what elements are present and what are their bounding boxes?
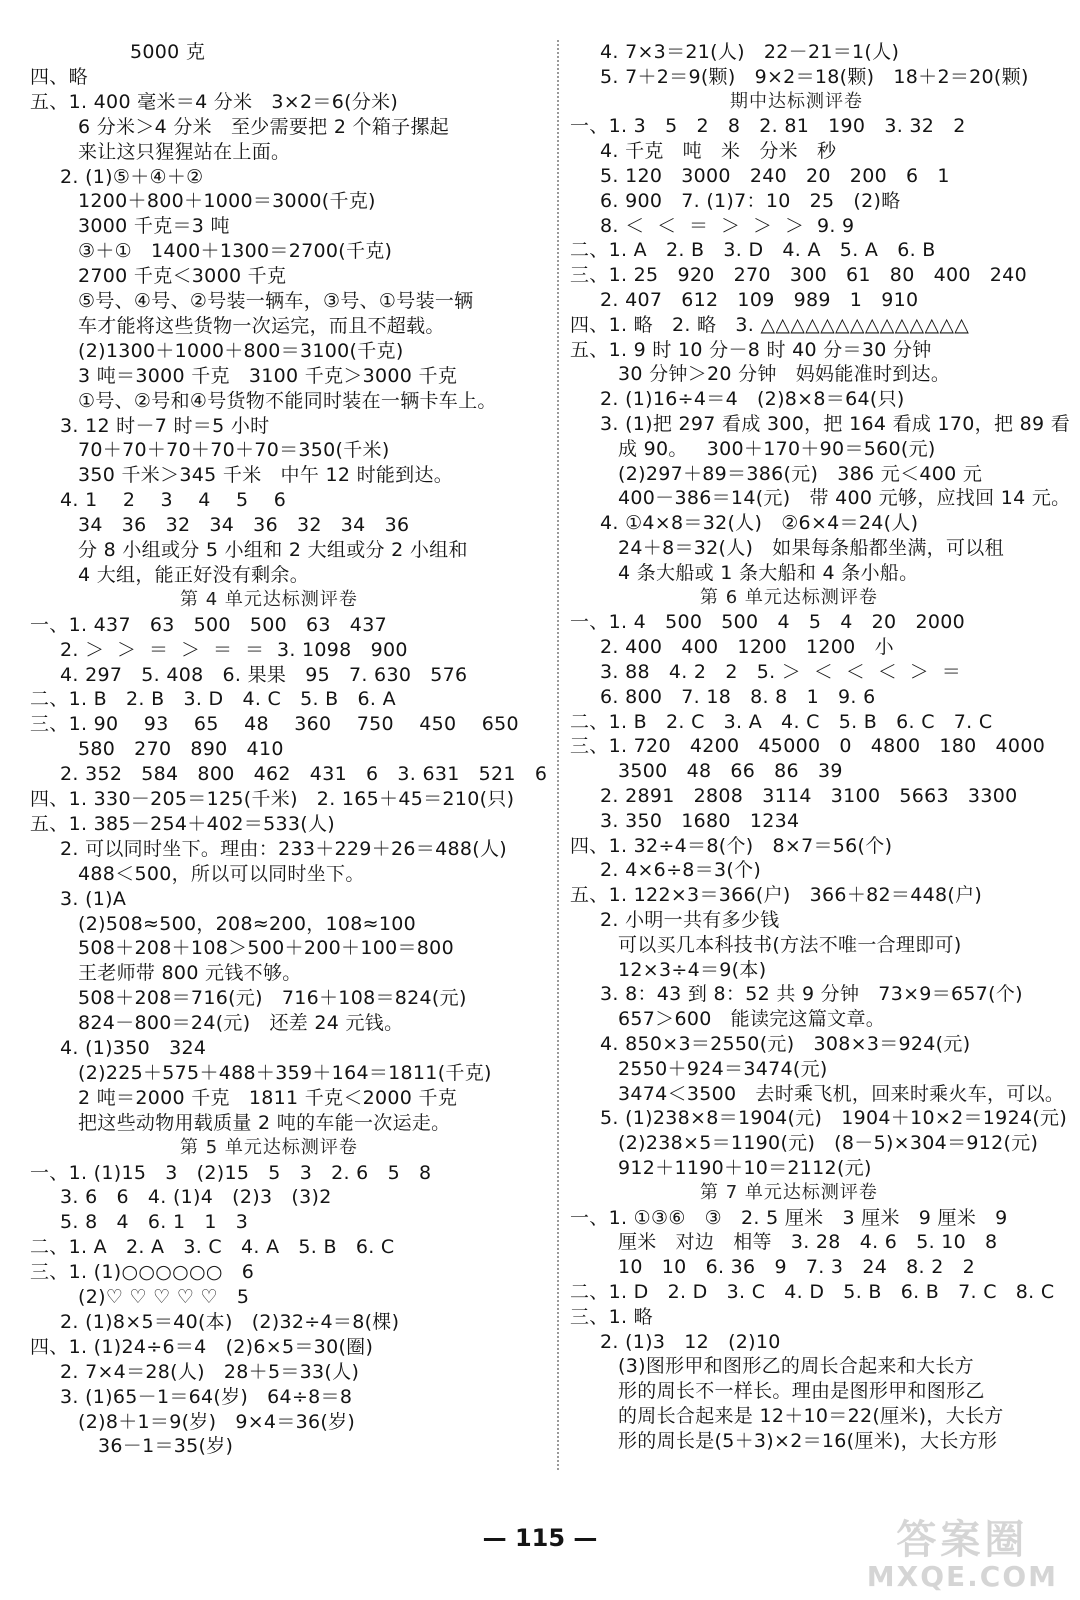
answer-line: 形的周长是(5＋3)×2＝16(厘米)，大长方形 xyxy=(618,1429,998,1452)
answer-line: 王老师带 800 元钱不够。 xyxy=(78,962,302,985)
watermark xyxy=(867,1518,1058,1592)
answer-line: 508＋208＝716(元) 716＋108＝824(元) xyxy=(78,987,467,1010)
watermark-url: MXQE.COM xyxy=(866,1560,1058,1593)
section-heading: 第 7 单元达标测评卷 xyxy=(700,1181,878,1203)
answer-line: 6 分米＞4 分米 至少需要把 2 个箱子摞起 xyxy=(78,115,450,138)
answer-line: 508＋208＋108＞500＋200＋100＝800 xyxy=(78,937,454,960)
answer-line: 30 分钟＞20 分钟 妈妈能准时到达。 xyxy=(618,363,951,386)
answer-line: 824－800＝24(元) 还差 24 元钱。 xyxy=(78,1012,404,1035)
answer-line: 12×3÷4＝9(本) xyxy=(618,958,767,981)
column-divider xyxy=(557,40,559,1470)
answer-line: 一、1. 3 5 2 8 2. 81 190 3. 32 2 xyxy=(570,115,966,138)
answer-line: 10 10 6. 36 9 7. 3 24 8. 2 2 xyxy=(618,1256,975,1279)
answer-line: 2. 小明一共有多少钱 xyxy=(600,909,780,931)
answer-line: 70＋70＋70＋70＋70＝350(千米) xyxy=(78,439,390,462)
answer-line: 四、1. 32÷4＝8(个) 8×7＝56(个) xyxy=(570,834,893,857)
section-heading: 第 4 单元达标测评卷 xyxy=(180,588,358,610)
answer-line: 657＞600 能读完这篇文章。 xyxy=(618,1008,886,1031)
answer-line: 3 吨＝3000 千克 3100 千克＞3000 千克 xyxy=(78,364,458,387)
answer-line: 2. (1)8×5＝40(本) (2)32÷4＝8(棵) xyxy=(60,1310,400,1333)
answer-line: 2. 可以同时坐下。理由：233＋229＋26＝488(人) xyxy=(60,837,507,860)
answer-line: 4. 850×3＝2550(元) 308×3＝924(元) xyxy=(600,1033,971,1055)
answer-line: 4. (1)350 324 xyxy=(60,1037,207,1059)
answer-line: 2. 352 584 800 462 431 6 3. 631 521 6 xyxy=(60,763,548,786)
answer-line: 4. 297 5. 408 6. 果果 95 7. 630 576 xyxy=(60,663,468,686)
answer-line: 2. 2891 2808 3114 3100 5663 3300 xyxy=(600,785,1018,807)
answer-line: 一、1. 4 500 500 4 5 4 20 2000 xyxy=(570,611,966,634)
answer-line: 四、1. 330－205＝125(千米) 2. 165＋45＝210(只) xyxy=(30,788,515,810)
answer-line: 2. (1)⑤＋④＋② xyxy=(60,165,204,188)
answer-line: 1200＋800＋1000＝3000(千克) xyxy=(78,190,376,213)
section-heading: 第 5 单元达标测评卷 xyxy=(180,1136,358,1158)
answer-line: 三、1. 720 4200 45000 0 4800 180 4000 xyxy=(570,735,1046,758)
answer-line: (2)1300＋1000＋800＝3100(千克) xyxy=(78,339,404,362)
answer-line: 五、1. 9 时 10 分－8 时 40 分＝30 分钟 xyxy=(570,338,932,361)
answer-line: 三、1. 略 xyxy=(570,1305,653,1328)
answer-line: 3. (1)65－1＝64(岁) 64÷8＝8 xyxy=(60,1385,353,1408)
answer-line: 成 90。 300＋170＋90＝560(元) xyxy=(618,437,936,460)
answer-line: 四、略 xyxy=(30,65,88,88)
answer-line: 4. 千克 吨 米 分米 秒 xyxy=(600,140,837,163)
answer-line: 三、1. (1)○○○○○○ 6 xyxy=(30,1261,255,1284)
answer-line: 5. 120 3000 240 20 200 6 1 xyxy=(600,165,950,187)
answer-line: 3. 350 1680 1234 xyxy=(600,809,800,832)
answer-line: 5. 7＋2＝9(颗) 9×2＝18(颗) 18＋2＝20(颗) xyxy=(600,65,1029,88)
answer-line: 四、1. 略 2. 略 3. △△△△△△△△△△△△△△ xyxy=(570,313,970,336)
answer-line: 24＋8＝32(人) 如果每条船都坐满，可以租 xyxy=(618,537,1004,559)
answer-line: (2)225＋575＋488＋359＋164＝1811(千克) xyxy=(78,1061,492,1084)
answer-line: 二、1. A 2. B 3. D 4. A 5. A 6. B xyxy=(570,239,936,262)
answer-line: 3. 12 时－7 时＝5 小时 xyxy=(60,414,270,437)
answer-line: 8. ＜ ＜ ＝ ＞ ＞ ＞ 9. 9 xyxy=(600,214,855,237)
answer-line: 4. ①4×8＝32(人) ②6×4＝24(人) xyxy=(600,512,919,535)
answer-line: (2)508≈500，208≈200，108≈100 xyxy=(78,912,417,935)
answer-line: 3. (1)把 297 看成 300，把 164 看成 170，把 89 看 xyxy=(600,413,1071,435)
answer-line: 四、1. (1)24÷6＝4 (2)6×5＝30(圈) xyxy=(30,1335,374,1358)
answer-line: 34 36 32 34 36 32 34 36 xyxy=(78,514,410,537)
answer-line: 36－1＝35(岁) xyxy=(98,1435,234,1458)
answer-line: 把这些动物用载质量 2 吨的车能一次运走。 xyxy=(78,1111,451,1134)
answer-line: 2. 407 612 109 989 1 910 xyxy=(600,289,919,311)
answer-line: 形的周长不一样长。理由是图形甲和图形乙 xyxy=(618,1380,985,1403)
answer-line: 2. (1)3 12 (2)10 xyxy=(600,1330,781,1353)
answer-line: ①号、②号和④号货物不能同时装在一辆卡车上。 xyxy=(78,389,497,412)
answer-line: 3. 8：43 到 8：52 共 9 分钟 73×9＝657(个) xyxy=(600,983,1023,1006)
answer-line: 三、1. 25 920 270 300 61 80 400 240 xyxy=(570,264,1027,287)
answer-line: 2. ＞ ＞ ＝ ＞ ＝ ＝ 3. 1098 900 xyxy=(60,638,408,661)
answer-line: (2)♡ ♡ ♡ ♡ ♡ 5 xyxy=(78,1286,250,1308)
answer-line: 2. 7×4＝28(人) 28＋5＝33(人) xyxy=(60,1360,360,1383)
answer-line: (2)8＋1＝9(岁) 9×4＝36(岁) xyxy=(78,1410,356,1433)
answer-line: 一、1. (1)15 3 (2)15 5 3 2. 6 5 8 xyxy=(30,1161,432,1184)
answer-line: 6. 800 7. 18 8. 8 1 9. 6 xyxy=(600,685,876,708)
answer-line: 二、1. B 2. B 3. D 4. C 5. B 6. A xyxy=(30,688,396,711)
answer-line: 二、1. D 2. D 3. C 4. D 5. B 6. B 7. C 8. C xyxy=(570,1281,1055,1303)
answer-line: 4 条大船或 1 条大船和 4 条小船。 xyxy=(618,561,919,584)
answer-line: 2550＋924＝3474(元) xyxy=(618,1057,828,1080)
answer-line: 3. 6 6 4. (1)4 (2)3 (3)2 xyxy=(60,1186,332,1209)
answer-line: 可以买几本科技书(方法不唯一合理即可) xyxy=(618,933,962,956)
answer-line: 5. 8 4 6. 1 1 3 xyxy=(60,1211,249,1234)
answer-line: 的周长合起来是 12＋10＝22(厘米)，大长方 xyxy=(618,1405,1004,1427)
answer-line: 3500 48 66 86 39 xyxy=(618,760,843,783)
answer-line: 厘米 对边 相等 3. 28 4. 6 5. 10 8 xyxy=(618,1231,998,1254)
page-number: — 115 — xyxy=(482,1524,598,1552)
answer-line: 350 千米＞345 千米 中午 12 时能到达。 xyxy=(78,464,454,487)
answer-line: 400－386＝14(元) 带 400 元够，应找回 14 元。 xyxy=(618,487,1071,510)
answer-line: 车才能将这些货物一次运完，而且不超载。 xyxy=(78,314,445,337)
answer-line: (2)297＋89＝386(元) 386 元＜400 元 xyxy=(618,462,983,485)
answer-line: 一、1. ①③⑥ ③ 2. 5 厘米 3 厘米 9 厘米 9 xyxy=(570,1206,1008,1229)
answer-line: 6. 900 7. (1)7：10 25 (2)略 xyxy=(600,189,901,212)
answer-line: 3. 88 4. 2 2 5. ＞ ＜ ＜ ＜ ＞ ＝ xyxy=(600,661,962,683)
answer-line: (3)图形甲和图形乙的周长合起来和大长方 xyxy=(618,1355,974,1378)
answer-line: 3000 千克＝3 吨 xyxy=(78,215,230,238)
answer-line: 五、1. 400 毫米＝4 分米 3×2＝6(分米) xyxy=(30,90,399,113)
answer-line: 580 270 890 410 xyxy=(78,738,284,761)
answer-line: 488＜500，所以可以同时坐下。 xyxy=(78,862,365,885)
answer-line: 4 大组，能正好没有剩余。 xyxy=(78,563,310,586)
answer-line: 三、1. 90 93 65 48 360 750 450 650 xyxy=(30,713,519,736)
answer-line: 2. (1)16÷4＝4 (2)8×8＝64(只) xyxy=(600,388,905,411)
answer-line: 4. 7×3＝21(人) 22－21＝1(人) xyxy=(600,41,900,63)
answer-line: 4. 1 2 3 4 5 6 xyxy=(60,489,287,512)
answer-line: 912＋1190＋10＝2112(元) xyxy=(618,1157,872,1179)
answer-line: 一、1. 437 63 500 500 63 437 xyxy=(30,613,387,636)
watermark-logo: 答案圈 xyxy=(896,1517,1029,1563)
answer-line: 2 吨＝2000 千克 1811 千克＜2000 千克 xyxy=(78,1086,458,1109)
answer-line: 5. (1)238×8＝1904(元) 1904＋10×2＝1924(元) xyxy=(600,1107,1068,1130)
answer-line: 2. 400 400 1200 1200 小 xyxy=(600,636,894,659)
answer-line: 来让这只猩猩站在上面。 xyxy=(78,140,291,163)
answer-line: 分 8 小组或分 5 小组和 2 大组或分 2 小组和 xyxy=(78,539,468,561)
answer-line: 2. 4×6÷8＝3(个) xyxy=(600,859,762,882)
answer-line: 五、1. 122×3＝366(户) 366＋82＝448(户) xyxy=(570,884,983,907)
answer-line: 5000 克 xyxy=(130,41,206,63)
answer-line: 3. (1)A xyxy=(60,887,127,910)
section-heading: 期中达标测评卷 xyxy=(730,90,863,112)
answer-line: (2)238×5＝1190(元) (8－5)×304＝912(元) xyxy=(618,1132,1039,1155)
answer-line: 二、1. A 2. A 3. C 4. A 5. B 6. C xyxy=(30,1236,395,1259)
answer-line: 2700 千克＜3000 千克 xyxy=(78,265,287,288)
answer-line: ⑤号、④号、②号装一辆车，③号、①号装一辆 xyxy=(78,290,474,312)
section-heading: 第 6 单元达标测评卷 xyxy=(700,586,878,608)
answer-line: 二、1. B 2. C 3. A 4. C 5. B 6. C 7. C xyxy=(570,710,993,733)
answer-line: 五、1. 385－254＋402＝533(人) xyxy=(30,812,335,835)
answer-line: ③＋① 1400＋1300＝2700(千克) xyxy=(78,240,393,263)
answer-line: 3474＜3500 去时乘飞机，回来时乘火车，可以。 xyxy=(618,1082,1065,1105)
